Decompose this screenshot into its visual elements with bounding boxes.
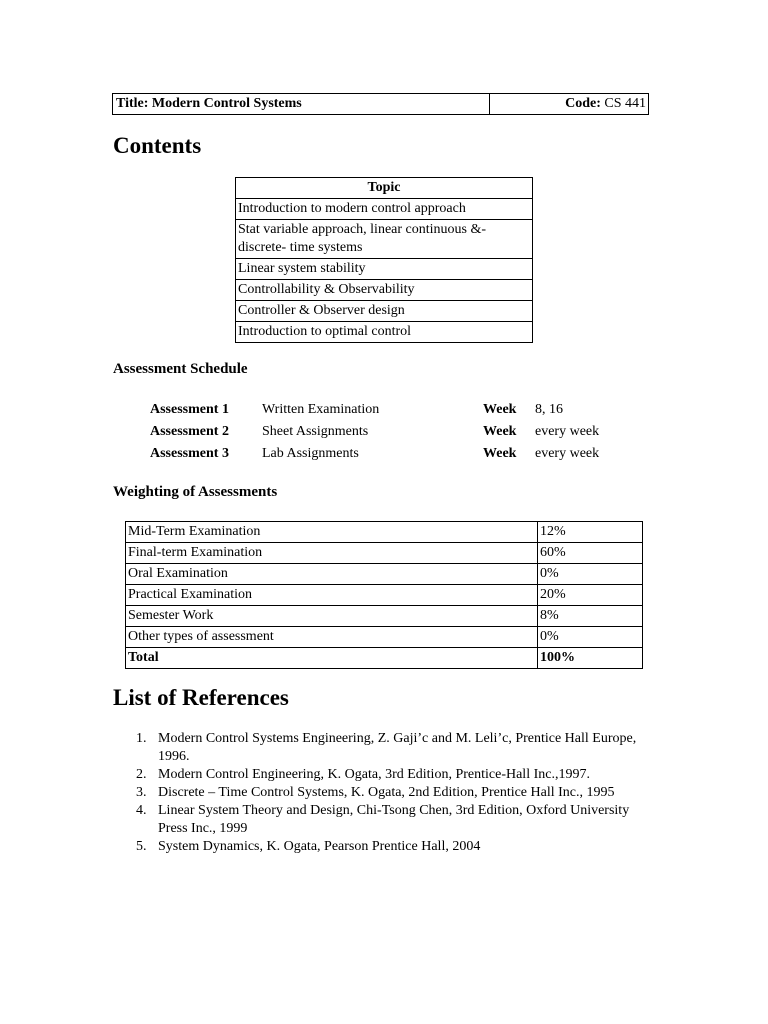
topic-cell: Controller & Observer design xyxy=(236,301,533,322)
weight-value: 8% xyxy=(538,606,643,627)
weighting-table xyxy=(125,521,643,669)
list-item xyxy=(136,802,656,838)
weighting-heading: Weighting of Assessments xyxy=(113,484,278,500)
weight-label: Mid-Term Examination xyxy=(126,522,538,543)
table-row xyxy=(236,322,533,343)
table-row xyxy=(126,522,643,543)
topic-cell: Stat variable approach, linear continuous &- discrete- time systems xyxy=(236,220,533,259)
reference-text: Discrete – Time Control Systems, K. Ogata, 2nd Edition, Prentice Hall Inc., 1995 xyxy=(158,785,615,800)
topics-table xyxy=(235,177,533,343)
topics-header: Topic xyxy=(236,178,533,199)
weight-value: 60% xyxy=(538,543,643,564)
contents-heading: Contents xyxy=(113,133,202,158)
references-heading: List of References xyxy=(113,685,289,710)
table-row xyxy=(126,543,643,564)
list-item xyxy=(136,784,656,802)
topic-cell: Controllability & Observability xyxy=(236,280,533,301)
assessment-type: Lab Assignments xyxy=(262,446,359,461)
topic-cell: Linear system stability xyxy=(236,259,533,280)
weight-label: Other types of assessment xyxy=(126,627,538,648)
weight-value: 0% xyxy=(538,627,643,648)
weight-value: 12% xyxy=(538,522,643,543)
table-row xyxy=(236,259,533,280)
topics-header-row xyxy=(236,178,533,199)
total-label: Total xyxy=(126,648,538,669)
assessment-name: Assessment 2 xyxy=(150,424,229,439)
topic-cell: Introduction to optimal control xyxy=(236,322,533,343)
week-value: 8, 16 xyxy=(535,402,563,417)
title-label: Title: xyxy=(116,96,149,111)
course-code-cell xyxy=(490,94,648,114)
assessment-name: Assessment 3 xyxy=(150,446,229,461)
table-row xyxy=(126,585,643,606)
reference-text: Modern Control Engineering, K. Ogata, 3rd Edition, Prentice-Hall Inc.,1997. xyxy=(158,767,590,782)
references-list xyxy=(136,730,656,856)
table-row xyxy=(236,199,533,220)
weight-label: Semester Work xyxy=(126,606,538,627)
reference-number: 4. xyxy=(136,803,147,818)
list-item xyxy=(136,766,656,784)
week-label: Week xyxy=(483,424,517,439)
table-row xyxy=(236,280,533,301)
title-value: Modern Control Systems xyxy=(151,96,302,111)
week-label: Week xyxy=(483,446,517,461)
code-value: CS 441 xyxy=(604,96,646,111)
assessment-type: Written Examination xyxy=(262,402,380,417)
reference-number: 3. xyxy=(136,785,147,800)
reference-number: 2. xyxy=(136,767,147,782)
topic-cell: Introduction to modern control approach xyxy=(236,199,533,220)
list-item xyxy=(136,838,656,856)
course-title-box xyxy=(112,93,649,115)
week-value: every week xyxy=(535,446,600,461)
weight-value: 20% xyxy=(538,585,643,606)
reference-text: Linear System Theory and Design, Chi-Tsong Chen, 3rd Edition, Oxford University Press Inc., 1999 xyxy=(158,803,630,836)
table-row xyxy=(126,564,643,585)
assessment-name: Assessment 1 xyxy=(150,402,229,417)
table-row xyxy=(236,220,533,259)
schedule-row xyxy=(150,443,610,465)
reference-text: Modern Control Systems Engineering, Z. Gaji’c and M. Leli’c, Prentice Hall Europe, 1996. xyxy=(158,731,637,764)
assessment-schedule xyxy=(150,399,610,465)
weight-label: Final-term Examination xyxy=(126,543,538,564)
table-row xyxy=(236,301,533,322)
assessment-type: Sheet Assignments xyxy=(262,424,369,439)
list-item xyxy=(136,730,656,766)
week-value: every week xyxy=(535,424,600,439)
total-value: 100% xyxy=(538,648,643,669)
code-label: Code: xyxy=(565,96,601,111)
week-label: Week xyxy=(483,402,517,417)
weight-label: Oral Examination xyxy=(126,564,538,585)
total-row xyxy=(126,648,643,669)
table-row xyxy=(126,606,643,627)
assessment-schedule-heading: Assessment Schedule xyxy=(113,361,248,377)
weight-value: 0% xyxy=(538,564,643,585)
table-row xyxy=(126,627,643,648)
course-title-cell xyxy=(113,94,490,114)
weight-label: Practical Examination xyxy=(126,585,538,606)
schedule-row xyxy=(150,421,610,443)
schedule-row xyxy=(150,399,610,421)
reference-number: 1. xyxy=(136,731,147,746)
reference-number: 5. xyxy=(136,839,147,854)
reference-text: System Dynamics, K. Ogata, Pearson Prentice Hall, 2004 xyxy=(158,839,481,854)
